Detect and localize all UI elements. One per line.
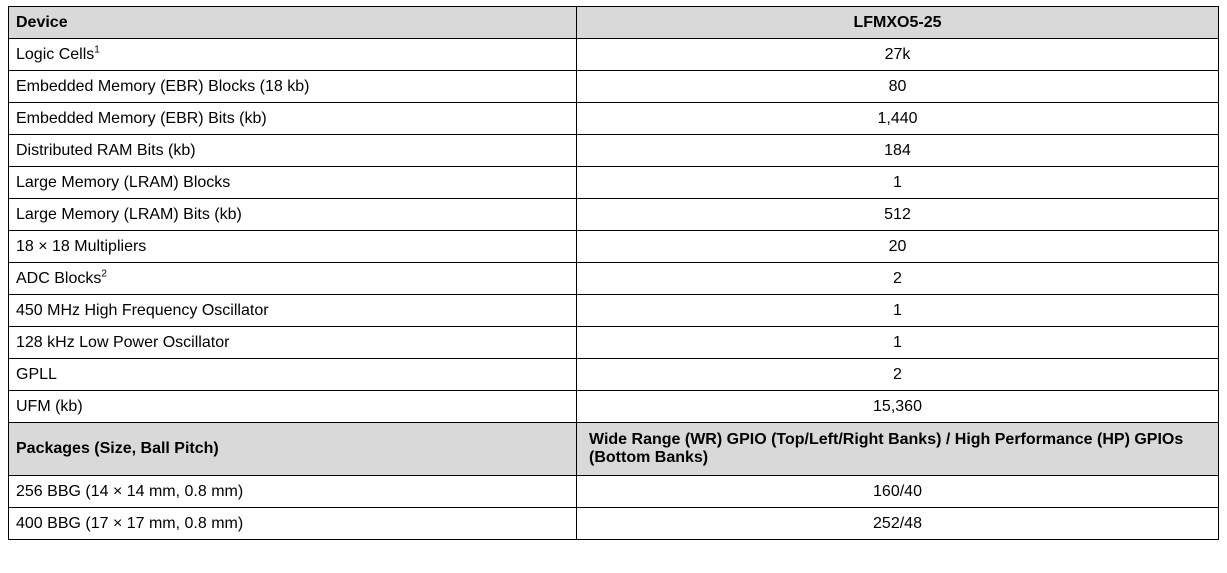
row-value: 2 xyxy=(577,263,1219,295)
device-spec-table xyxy=(8,6,1219,540)
table-row xyxy=(9,103,1219,135)
table-row xyxy=(9,508,1219,540)
row-value: 80 xyxy=(577,71,1219,103)
table-row xyxy=(9,359,1219,391)
table-row xyxy=(9,476,1219,508)
header-device-value: LFMXO5-25 xyxy=(577,7,1219,39)
footnote-marker: 1 xyxy=(94,44,100,56)
row-label: ADC Blocks$^2$ xyxy=(9,263,577,295)
row-label: GPLL xyxy=(9,359,577,391)
row-value: 512 xyxy=(577,199,1219,231)
package-value: 160/40 xyxy=(577,476,1219,508)
table-row xyxy=(9,263,1219,295)
table-row xyxy=(9,167,1219,199)
row-label: Large Memory (LRAM) Blocks xyxy=(9,167,577,199)
table-row xyxy=(9,295,1219,327)
row-value: 1 xyxy=(577,327,1219,359)
row-label: 18 × 18 Multipliers xyxy=(9,231,577,263)
row-value: 15,360 xyxy=(577,391,1219,423)
row-value: 1,440 xyxy=(577,103,1219,135)
packages-header-value: Wide Range (WR) GPIO (Top/Left/Right Banks) / High Performance (HP) GPIOs (Bottom Banks) xyxy=(577,423,1219,476)
packages-header-label: Packages (Size, Ball Pitch) xyxy=(9,423,577,476)
table-row xyxy=(9,135,1219,167)
table-header-row xyxy=(9,7,1219,39)
row-value: 1 xyxy=(577,295,1219,327)
row-label: Distributed RAM Bits (kb) xyxy=(9,135,577,167)
row-label: 128 kHz Low Power Oscillator xyxy=(9,327,577,359)
packages-header-row xyxy=(9,423,1219,476)
table-row xyxy=(9,39,1219,71)
package-value: 252/48 xyxy=(577,508,1219,540)
row-label: Logic Cells$^1$ xyxy=(9,39,577,71)
row-value: 27k xyxy=(577,39,1219,71)
row-label: Embedded Memory (EBR) Bits (kb) xyxy=(9,103,577,135)
row-value: 2 xyxy=(577,359,1219,391)
table-row xyxy=(9,391,1219,423)
row-label: Large Memory (LRAM) Bits (kb) xyxy=(9,199,577,231)
package-label: 400 BBG (17 × 17 mm, 0.8 mm) xyxy=(9,508,577,540)
footnote-marker: 2 xyxy=(101,268,107,280)
row-value: 20 xyxy=(577,231,1219,263)
table-row xyxy=(9,327,1219,359)
package-label: 256 BBG (14 × 14 mm, 0.8 mm) xyxy=(9,476,577,508)
row-label: 450 MHz High Frequency Oscillator xyxy=(9,295,577,327)
header-device-label: Device xyxy=(9,7,577,39)
table-row xyxy=(9,199,1219,231)
table-row xyxy=(9,231,1219,263)
row-value: 184 xyxy=(577,135,1219,167)
row-label: UFM (kb) xyxy=(9,391,577,423)
row-value: 1 xyxy=(577,167,1219,199)
table-row xyxy=(9,71,1219,103)
row-label: Embedded Memory (EBR) Blocks (18 kb) xyxy=(9,71,577,103)
